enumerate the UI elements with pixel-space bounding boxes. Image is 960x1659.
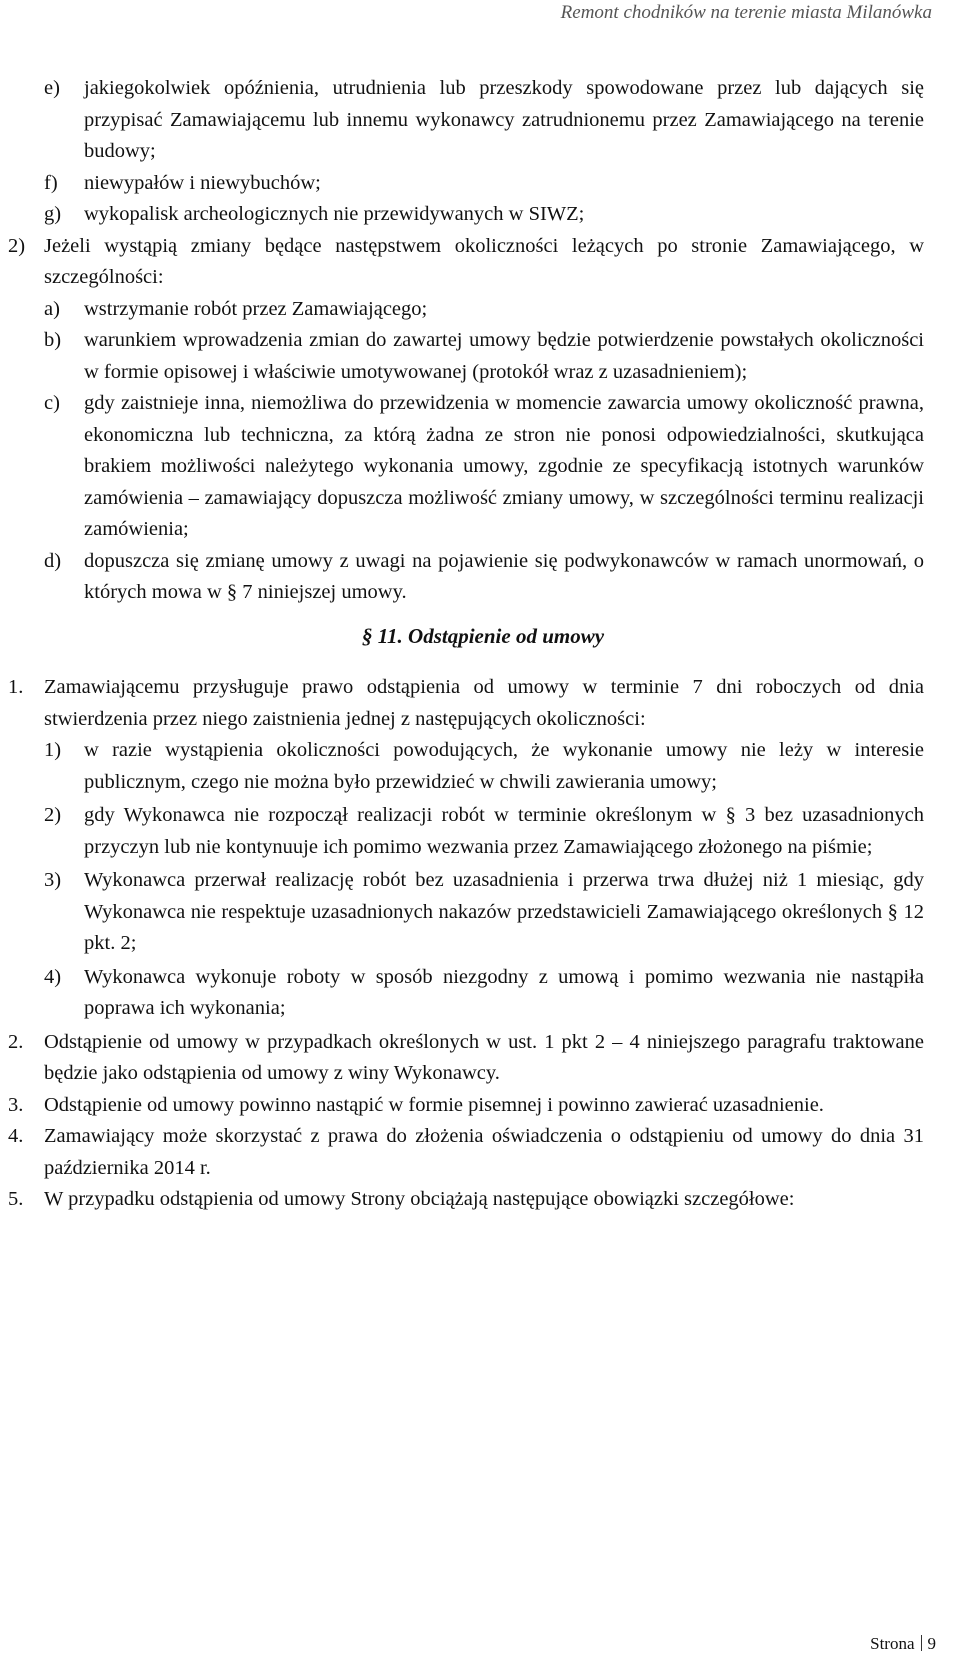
section-item: 4. Zamawiający może skorzystać z prawa do złożenia oświadczenia o odstąpieniu od umowy do dnia 31 października 2014 r. (8, 1125, 924, 1179)
list-item: b) warunkiem wprowadzenia zmian do zawartej umowy będzie potwierdzenie powstałych okoliczności w formie opisowej i właściwie umotywowanej (protokół wraz z uzasadnieniem); (44, 329, 924, 383)
list-item: g) wykopalisk archeologicznych nie przewidywanych w SIWZ; (44, 203, 585, 225)
document-body (0, 73, 960, 1216)
document-title: Remont chodników na terenie miasta Milanówka (560, 2, 932, 23)
section-item: 5. W przypadku odstąpienia od umowy Strony obciążają następujące obowiązki szczegółowe: (8, 1188, 795, 1210)
page-number: 9 (927, 1634, 936, 1653)
list-item: a) wstrzymanie robót przez Zamawiającego; (44, 297, 428, 320)
list-item: 1) w razie wystąpienia okoliczności powodujących, że wykonanie umowy nie leży w interesie publicznym, czego nie można było przewidzieć w chwili zawierania umowy; (44, 739, 924, 793)
section-item: 1. Zamawiającemu przysługuje prawo odstąpienia od umowy w terminie 7 dni roboczych od dnia stwierdzenia przez niego zaistnienia jednej z następujących okoliczności: (8, 676, 924, 730)
list-item: 3) Wykonawca przerwał realizację robót bez uzasadnienia i przerwa trwa dłużej niż 1 miesiąc, gdy Wykonawca nie respektuje uzasadnionych nakazów przedstawicieli Zamawiającego określonych § 12 pkt. 2; (44, 869, 924, 954)
section-item: 2. Odstąpienie od umowy w przypadkach określonych w ust. 1 pkt 2 – 4 niniejszego paragrafu traktowane będzie jako odstąpienia od umowy z winy Wykonawcy. (8, 1030, 924, 1084)
list-item: 2) gdy Wykonawca nie rozpoczął realizacji robót w terminie określonym w § 3 bez uzasadnionych przyczyn lub nie kontynuuje ich pomimo wezwania przez Zamawiającego złożonego na piśmie; (44, 804, 924, 858)
list-item: 4) Wykonawca wykonuje roboty w sposób niezgodny z umową i pomimo wezwania nie nastąpiła poprawa ich wykonania; (44, 965, 924, 1019)
page-header (0, 0, 960, 26)
section-item: 3. Odstąpienie od umowy powinno nastąpić w formie pisemnej i powinno zawierać uzasadnienie. (8, 1093, 824, 1116)
list-item-point-2: 2) Jeżeli wystąpią zmiany będące następstwem okoliczności leżących po stronie Zamawiającego, w szczególności: (8, 234, 924, 288)
page-footer (870, 1633, 936, 1655)
list-item: f) niewypałów i niewybuchów; (44, 171, 321, 194)
list-item: c) gdy zaistnieje inna, niemożliwa do przewidzenia w momencie zawarcia umowy okoliczność prawna, ekonomiczna lub techniczna, za którą żadna ze stron nie ponosi odpowiedzialności, skutkująca brakiem możliwości należytego wykonania umowy, zgodnie ze specyfikacją istotnych warunków zamówienia – zamawiający dopuszcza możliwość zmiany umowy, w szczególności terminu realizacji zamówienia; (44, 392, 924, 540)
list-item: e) jakiegokolwiek opóźnienia, utrudnienia lub przeszkody spowodowane przez lub dających się przypisać Zamawiającemu lub innemu wykonawcy zatrudnionemu przez Zamawiającego na terenie budowy; (44, 77, 924, 162)
section-heading: § 11. Odstąpienie od umowy (361, 623, 605, 648)
list-item: d) dopuszcza się zmianę umowy z uwagi na pojawienie się podwykonawców w ramach unormowań, o których mowa w § 7 niniejszej umowy. (44, 549, 924, 603)
footer-divider (921, 1635, 922, 1651)
page-label: Strona (870, 1634, 915, 1653)
